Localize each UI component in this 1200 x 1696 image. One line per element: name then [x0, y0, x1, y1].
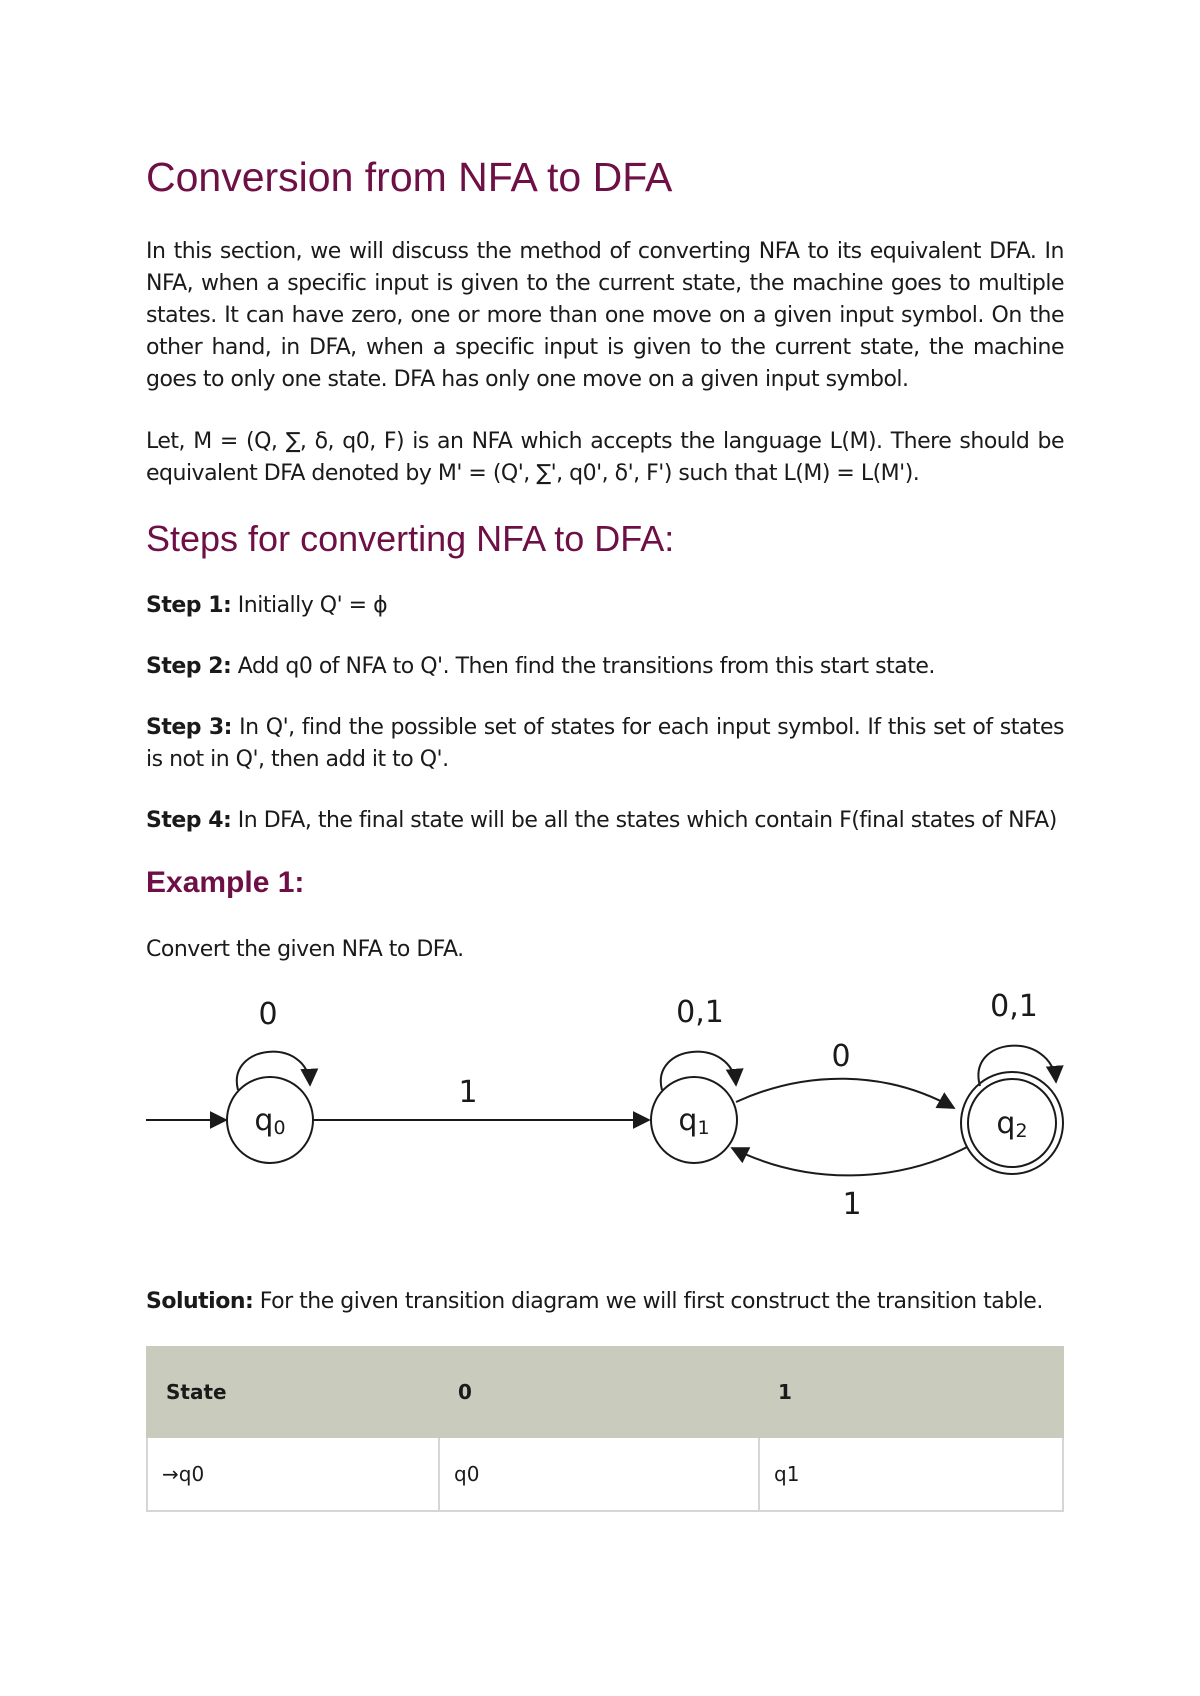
edge-q2-q1-label: 1: [842, 1187, 862, 1222]
state-q2: [961, 1072, 1063, 1174]
state-q2-name: q: [996, 1106, 1016, 1141]
solution-paragraph: [146, 1286, 1064, 1318]
nfa-diagram: [146, 990, 1064, 1230]
step-4-label: Step 4:: [146, 808, 232, 833]
table-cell-0: q0: [439, 1437, 759, 1511]
state-q0-name: q: [254, 1103, 274, 1138]
intro-paragraph-2: Let, M = (Q, ∑, δ, q0, F) is an NFA which accepts the language L(M). There should be equivalent DFA denoted by M' = (Q', ∑', q0', δ', F') such that L(M) = L(M').: [146, 429, 1064, 486]
state-q1: [651, 1077, 737, 1163]
table-header-1: 1: [759, 1347, 1063, 1437]
step-4-text: In DFA, the final state will be all the states which contain F(final states of NFA): [231, 808, 1057, 833]
state-q0-sub: 0: [273, 1117, 286, 1139]
page-title: Conversion from NFA to DFA: [146, 154, 673, 200]
example-heading: Example 1:: [146, 866, 305, 899]
table-header-row: [147, 1347, 1063, 1437]
state-q2-sub: 2: [1015, 1120, 1028, 1142]
step-1-text: Initially Q' = ϕ: [231, 593, 388, 618]
transition-table: [146, 1346, 1064, 1512]
state-q1-sub: 1: [697, 1117, 710, 1139]
intro-paragraph-1: In this section, we will discuss the method of converting NFA to its equivalent DFA. In NFA, when a specific input is given to the current state, the machine goes to multiple states. It can have zero, one or more than one move on a given input symbol. On the other hand, in DFA, when a specific input is given to the current state, the machine goes to only one state. DFA has only one move on a given input symbol.: [146, 239, 1064, 392]
loop-q0-label: 0: [258, 997, 278, 1032]
step-1-label: Step 1:: [146, 593, 232, 618]
steps-heading: Steps for converting NFA to DFA:: [146, 518, 675, 559]
table-header-state: State: [147, 1347, 439, 1437]
step-3-text: In Q', find the possible set of states for each input symbol. If this set of states is not in Q', then add it to Q'.: [146, 715, 1064, 772]
table-cell-state: →q0: [147, 1437, 439, 1511]
table-header-0: 0: [439, 1347, 759, 1437]
state-q1-name: q: [678, 1103, 698, 1138]
table-row: [147, 1437, 1063, 1511]
step-2-label: Step 2:: [146, 654, 232, 679]
example-text: Convert the given NFA to DFA.: [146, 937, 464, 962]
step-2-text: Add q0 of NFA to Q'. Then find the transitions from this start state.: [231, 654, 935, 679]
edge-q1-q2-label: 0: [831, 1039, 851, 1074]
step-2: [146, 651, 1064, 683]
solution-label: Solution:: [146, 1289, 254, 1314]
state-q0: [227, 1077, 313, 1163]
step-1: [146, 590, 1064, 622]
edge-q2-q1: [732, 1145, 971, 1175]
loop-q1-label: 0,1: [676, 995, 724, 1030]
table-cell-1: q1: [759, 1437, 1063, 1511]
loop-q2-label: 0,1: [990, 990, 1038, 1024]
edge-q0-q1-label: 1: [458, 1075, 478, 1110]
step-3: [146, 712, 1064, 776]
solution-text: For the given transition diagram we will first construct the transition table.: [253, 1289, 1043, 1314]
step-3-label: Step 3:: [146, 715, 232, 740]
step-4: [146, 805, 1064, 837]
edge-q1-q2: [736, 1079, 954, 1108]
